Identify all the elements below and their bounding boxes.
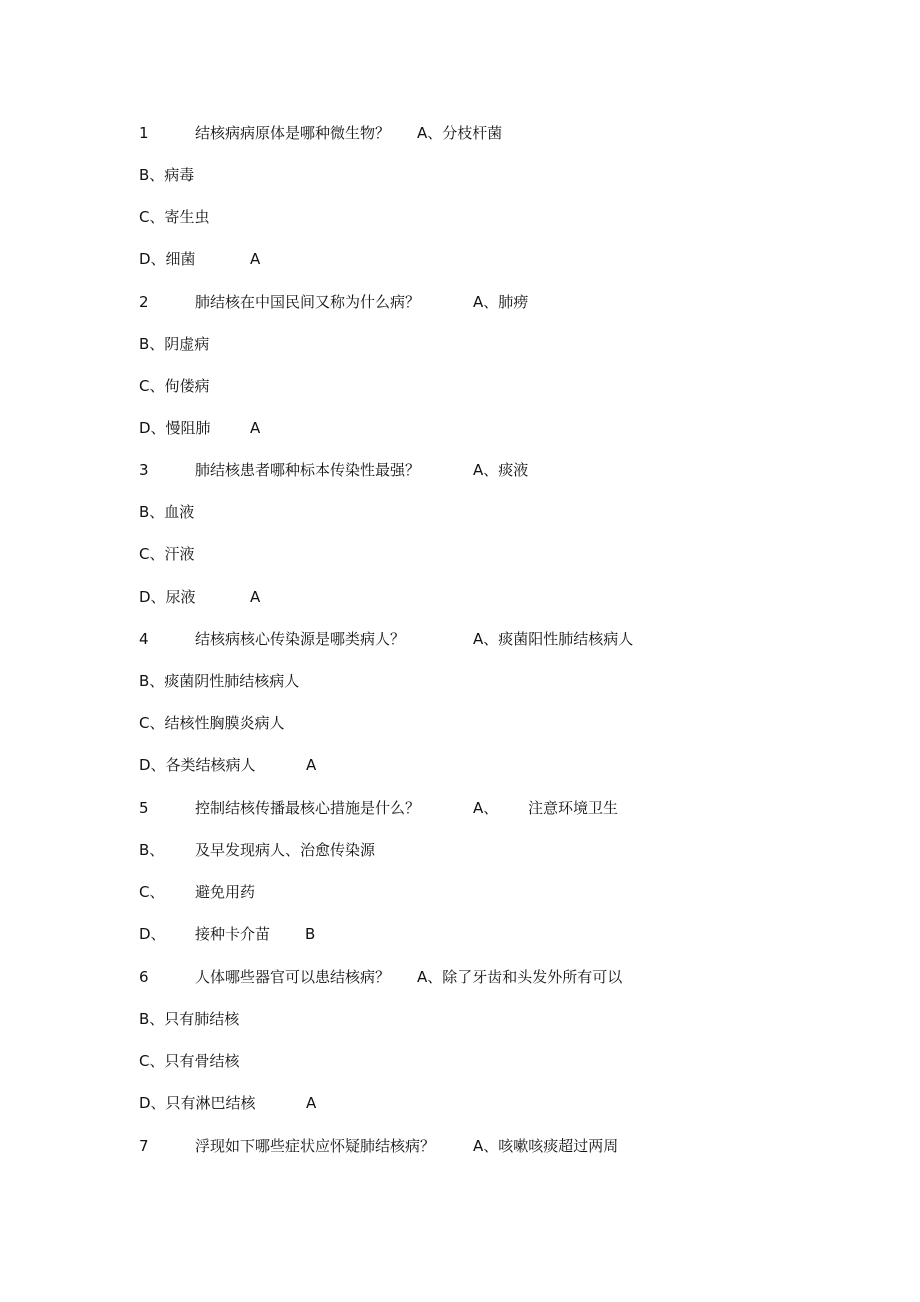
option-b-line	[0, 163, 920, 187]
answer: A	[306, 1094, 317, 1112]
question-7-line	[0, 1134, 920, 1158]
option-c: C、只有骨结核	[139, 1052, 240, 1070]
question-number: 2	[139, 293, 149, 311]
answer: A	[250, 588, 261, 606]
option-c-line	[0, 542, 920, 566]
option-d-line	[0, 585, 920, 609]
question-number: 3	[139, 461, 149, 479]
answer: A	[250, 250, 261, 268]
option-a-text: 注意环境卫生	[528, 799, 619, 817]
question-text: 结核病病原体是哪种微生物？	[195, 124, 391, 142]
option-d-line	[0, 416, 920, 440]
question-4-line	[0, 627, 920, 651]
option-c-line	[0, 880, 920, 904]
option-b-line	[0, 332, 920, 356]
question-2-line	[0, 290, 920, 314]
question-number: 7	[139, 1137, 149, 1155]
option-d: D、尿液	[139, 588, 196, 606]
question-text: 控制结核传播最核心措施是什么？	[195, 799, 421, 817]
option-a: A、痰液	[473, 461, 529, 479]
answer: A	[250, 419, 261, 437]
option-c: C、汗液	[139, 545, 195, 563]
option-a: A、除了牙齿和头发外所有可以	[417, 968, 623, 986]
option-d: D、只有淋巴结核	[139, 1094, 256, 1112]
question-text: 浮现如下哪些症状应怀疑肺结核病？	[195, 1137, 436, 1155]
option-b-label: B、	[139, 841, 165, 859]
option-c-label: C、	[139, 883, 165, 901]
option-b: B、痰菌阴性肺结核病人	[139, 672, 300, 690]
option-a: A、分枝杆菌	[417, 124, 503, 142]
option-b-line	[0, 1007, 920, 1031]
option-b: B、血液	[139, 503, 195, 521]
question-1-line	[0, 121, 920, 145]
option-c-line	[0, 711, 920, 735]
question-5-line	[0, 796, 920, 820]
question-3-line	[0, 458, 920, 482]
option-c-text: 避免用药	[195, 883, 256, 901]
question-text: 肺结核患者哪种标本传染性最强？	[195, 461, 421, 479]
answer: B	[305, 925, 316, 943]
question-number: 1	[139, 124, 149, 142]
option-b-line	[0, 669, 920, 693]
option-d: D、慢阻肺	[139, 419, 211, 437]
option-d-label: D、	[139, 925, 166, 943]
option-c-line	[0, 374, 920, 398]
option-c-line	[0, 205, 920, 229]
question-number: 5	[139, 799, 149, 817]
option-a: A、肺痨	[473, 293, 529, 311]
option-c-line	[0, 1049, 920, 1073]
option-d: D、细菌	[139, 250, 196, 268]
option-d: D、各类结核病人	[139, 756, 256, 774]
option-d-line	[0, 247, 920, 271]
question-number: 6	[139, 968, 149, 986]
option-b-line	[0, 838, 920, 862]
option-a: A、咳嗽咳痰超过两周	[473, 1137, 619, 1155]
question-number: 4	[139, 630, 149, 648]
question-text: 结核病核心传染源是哪类病人？	[195, 630, 406, 648]
question-6-line	[0, 965, 920, 989]
question-text: 肺结核在中国民间又称为什么病？	[195, 293, 421, 311]
option-c: C、结核性胸膜炎病人	[139, 714, 285, 732]
option-c: C、寄生虫	[139, 208, 210, 226]
option-b: B、阴虚病	[139, 335, 210, 353]
option-b-text: 及早发现病人、治愈传染源	[195, 841, 376, 859]
option-b: B、病毒	[139, 166, 195, 184]
option-d-text: 接种卡介苗	[195, 925, 271, 943]
option-b: B、只有肺结核	[139, 1010, 240, 1028]
question-text: 人体哪些器官可以患结核病？	[195, 968, 391, 986]
option-d-line	[0, 1091, 920, 1115]
option-c: C、佝偻病	[139, 377, 210, 395]
option-d-line	[0, 922, 920, 946]
option-d-line	[0, 753, 920, 777]
answer: A	[306, 756, 317, 774]
option-a: A、痰菌阳性肺结核病人	[473, 630, 634, 648]
option-b-line	[0, 500, 920, 524]
option-a-label: A、	[473, 799, 499, 817]
